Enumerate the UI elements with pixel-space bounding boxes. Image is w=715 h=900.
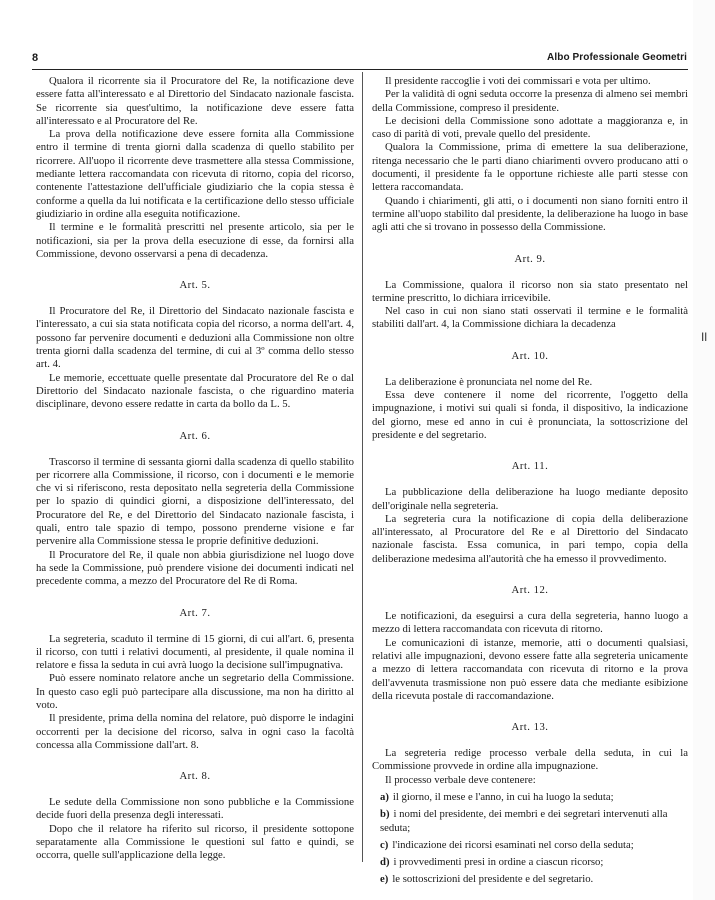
list-item-letter: b)	[380, 808, 390, 821]
paragraph: La segreteria redige processo verbale della seduta, in cui la Commissione provvede in ordine alla impugnazione.	[372, 747, 688, 773]
list-item	[372, 808, 688, 835]
article-heading: Art. 12.	[511, 584, 549, 597]
list-item	[372, 856, 688, 869]
article-heading: Art. 5.	[179, 279, 211, 292]
paragraph: La prova della notificazione deve essere fornita alla Commissione entro il termine di trenta giorni dalla scadenza di quello stabilito per ricorrere. All'uopo il ricorrente deve trasmettere alla stessa Commissione, mediante lettera raccomandata con ricevuta di ritorno, copia del ricorso, contenente l'attestazione dell'ufficiale giudiziario che la copia stessa è conforme a quella da lui notificata e la certificazione dello stesso ufficiale giudiziario in ordine alla eseguita notificazione.	[36, 128, 354, 220]
page-number: 8	[32, 52, 39, 64]
paragraph: Può essere nominato relatore anche un segretario della Commissione. In questo caso egli può partecipare alla discussione, ma non ha diritto al voto.	[36, 672, 354, 711]
paragraph: La deliberazione è pronunciata nel nome del Re.	[385, 375, 593, 388]
paragraph: Le notificazioni, da eseguirsi a cura della segreteria, hanno luogo a mezzo di lettera raccomandata con ricevuta di ritorno.	[372, 610, 688, 636]
paragraph: La Commissione, qualora il ricorso non sia stato presentato nel termine prescritto, lo dichiara irricevibile.	[372, 278, 688, 304]
header-rule	[32, 69, 688, 70]
list-item-letter: c)	[380, 838, 389, 851]
list-item-letter: e)	[380, 873, 389, 886]
paragraph: Qualora il ricorrente sia il Procuratore del Re, la notificazione deve essere fatta all'interessato e al Direttorio del Sindacato nazionale fascista. Se ricorrente sia quest'ultimo, la notificazione deve essere fatta all'interessato e al Procuratore del Re.	[36, 75, 354, 127]
adjacent-page-edge	[693, 0, 715, 900]
paragraph: Il Procuratore del Re, il quale non abbia giurisdizione nel luogo dove ha sede la Commissione, può prendere visione dei documenti indicati nel precedente comma, a mezzo del Procuratore del Re di Roma.	[36, 548, 354, 588]
right-column	[372, 75, 688, 887]
article-heading: Art. 11.	[511, 460, 549, 473]
running-title: Albo Professionale Geometri	[547, 52, 687, 63]
column-divider	[362, 72, 363, 862]
paragraph: Le comunicazioni di istanze, memorie, atti o documenti qualsiasi, relativi alle impugnazioni, devono essere fatte alla segreteria unicamente a mezzo di lettera raccomandata con ricevuta di ritorno e la prova dell'avvenuta trasmissione non può essere data che mediante esibizione della ricevuta postale di raccomandazione.	[372, 636, 688, 702]
paragraph: Trascorso il termine di sessanta giorni dalla scadenza di quello stabilito per ricorrere alla Commissione, il ricorso, con i documenti e le memorie che vi si riferiscono, resta depositato nella segreteria della Commissione per lo spazio di quindici giorni, a disposizione dell'interessato, del Procuratore del Re, e del Direttorio del Sindacato nazionale fascista, i quali, entro tale spazio di tempo, possono prenderne visione e far pervenire alla Commissione stessa le proprie definitive deduzioni.	[36, 455, 354, 548]
paragraph: Il processo verbale deve contenere:	[385, 773, 536, 786]
paragraph: Nel caso in cui non siano stati osservati il termine e le formalità stabiliti dall'art. 4, la Commissione dichiara la decadenza	[372, 305, 688, 331]
article-heading: Art. 8.	[179, 770, 211, 783]
list-item-letter: a)	[380, 790, 389, 803]
paragraph: Quando i chiarimenti, gli atti, o i documenti non siano forniti entro il termine all'uopo stabilito dal presidente, la deliberazione ha luogo in base agli atti che si trovano in possesso della Commissione.	[372, 194, 688, 234]
paragraph: La pubblicazione della deliberazione ha luogo mediante deposito dell'originale nella segreteria.	[372, 486, 688, 512]
paragraph: Qualora la Commissione, prima di emettere la sua deliberazione, ritenga necessario che le parti diano chiarimenti ovvero producano atti o documenti, il presidente fa le opportune richieste alle parti stesse con lettera raccomandata.	[372, 141, 688, 194]
paragraph: Il presidente, prima della nomina del relatore, può disporre le indagini occorrenti per la decisione del ricorso, salva in ogni caso la facoltà concessa alla Commissione dall'art. 8.	[36, 712, 354, 751]
list-item	[372, 873, 688, 886]
paragraph: Le memorie, eccettuate quelle presentate dal Procuratore del Re o dal Direttorio del Sindacato nazionale fascista, o che riguardino materia disciplinare, devono essere redatte in carta da bollo da L. 5.	[36, 371, 354, 411]
article-heading: Art. 9.	[514, 252, 546, 265]
list-item-text: il giorno, il mese e l'anno, in cui ha luogo la seduta;	[392, 790, 614, 803]
list-item-text: i nomi del presidente, dei membri e dei segretari intervenuti alla seduta;	[380, 808, 668, 834]
paragraph: Per la validità di ogni seduta occorre la presenza di almeno sei membri della Commissione, compreso il presidente.	[372, 88, 688, 114]
list-item	[372, 791, 688, 804]
paragraph: Le sedute della Commissione non sono pubbliche e la Commissione decide fuori della presenza degli interessati.	[36, 796, 354, 822]
article-heading: Art. 7.	[179, 606, 211, 619]
article-heading: Art. 10.	[511, 349, 549, 362]
paragraph: Il termine e le formalità prescritti nel presente articolo, sia per le notificazioni, sia per la prova della esecuzione di esse, da fornirsi alla Commissione, devono osservarsi a pena di decadenza.	[36, 221, 354, 260]
adjacent-page-mark: Il	[701, 330, 707, 344]
paragraph: Il Procuratore del Re, il Direttorio del Sindacato nazionale fascista e l'interessato, a cui sia stata notificata copia del ricorso, a norma dell'art. 4, possono far pervenire documenti e deduzioni alla Commissione non oltre trenta giorni dalla scadenza del termine, di cui al 3º comma dello stesso art. 4.	[36, 305, 354, 371]
list-item-text: l'indicazione dei ricorsi esaminati nel corso della seduta;	[392, 838, 634, 851]
page-header	[32, 52, 687, 68]
left-column	[36, 75, 354, 863]
paragraph: La segreteria, scaduto il termine di 15 giorni, di cui all'art. 6, presenta il ricorso, con tutti i relativi documenti, al presidente, il quale nomina il relatore e fissa la seduta in cui avrà luogo la decisione sull'impugnativa.	[36, 632, 354, 672]
paragraph: Le decisioni della Commissione sono adottate a maggioranza e, in caso di parità di voti, prevale quello del presidente.	[372, 114, 688, 141]
paragraph: La segreteria cura la notificazione di copia della deliberazione all'interessato, al Procuratore del Re e al Direttorio del Sindacato nazionale fascista. Essa comunica, in pari tempo, copia della deliberazione medesima all'autorità che ha emesso il provvedimento.	[372, 512, 688, 565]
paragraph: Essa deve contenere il nome del ricorrente, l'oggetto della impugnazione, i motivi sui quali si fonda, il dispositivo, la indicazione del giorno, mese ed anno in cui è pronunciata, la sottoscrizione del presidente e del segretario.	[372, 389, 688, 441]
article-heading: Art. 6.	[179, 429, 211, 442]
list-item	[372, 839, 688, 852]
paragraph: Il presidente raccoglie i voti dei commissari e vota per ultimo.	[385, 75, 651, 87]
list-item-text: i provvedimenti presi in ordine a ciascun ricorso;	[393, 856, 604, 869]
list-item-letter: d)	[380, 856, 390, 869]
list-item-text: le sottoscrizioni del presidente e del segretario.	[392, 873, 594, 886]
article-heading: Art. 13.	[511, 721, 549, 734]
paragraph: Dopo che il relatore ha riferito sul ricorso, il presidente sottopone separatamente alla Commissione le questioni sul fatto e quindi, se occorra, quelle sull'applicazione della legge.	[36, 822, 354, 862]
